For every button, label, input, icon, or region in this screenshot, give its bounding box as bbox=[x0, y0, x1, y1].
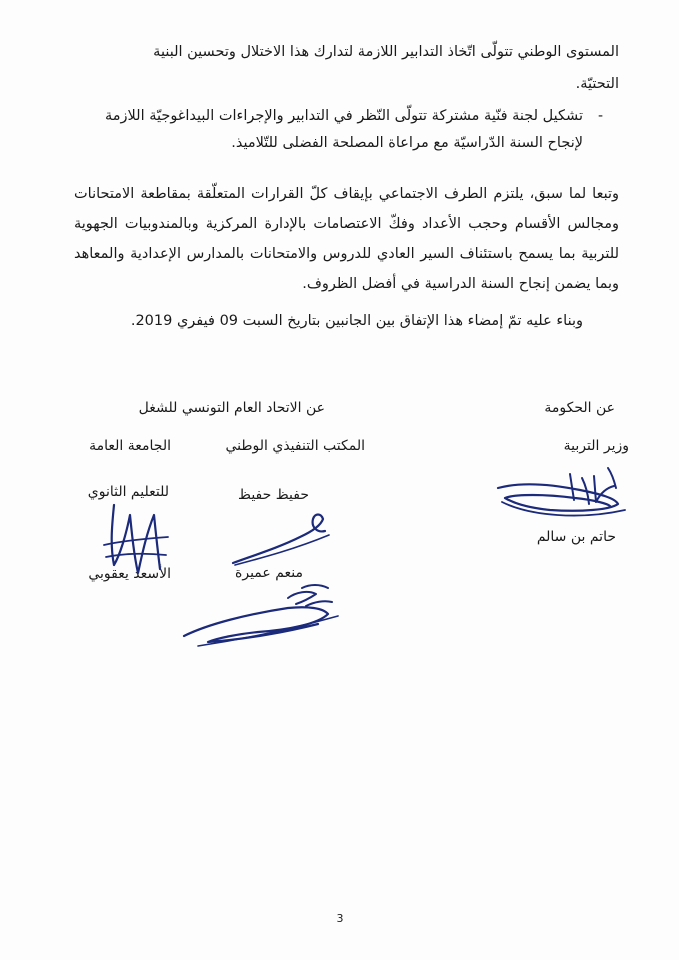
federation-name: الأسعد يعقوبي bbox=[88, 566, 171, 582]
body-line-1: المستوى الوطني تتولّى اتّخاذ التدابير اللازمة لتدارك هذا الاختلال وتحسين البنية bbox=[153, 44, 619, 60]
federation-signature bbox=[96, 495, 176, 585]
federation-title-line-2: للتعليم الثانوي bbox=[87, 484, 169, 500]
body-paragraph: وتبعا لما سبق، يلتزم الطرف الاجتماعي بإيقاف كلّ القرارات المتعلّقة بمقاطعة الامتحانات ومجالس الأقسام وحجب الأعداد وفكّ الاعتصامات بالإدارة المركزية وبالمندوبيات الجهوية للتربية بما يسمح باستئناف السير العادي للدروس والامتحانات بالمدارس الإعدادية والمعاهد وبما يضمن إنجاح السنة الدراسية في أفضل الظروف. bbox=[74, 186, 619, 292]
government-header: عن الحكومة bbox=[544, 400, 615, 416]
body-line-2: التحتيّة. bbox=[575, 76, 619, 92]
bureau-signature-1 bbox=[225, 505, 345, 575]
bullet-line-2: لإنجاح السنة الدّراسيّة مع مراعاة المصلحة الفضلى للتّلاميذ. bbox=[231, 135, 583, 151]
bullet-line-1: تشكيل لجنة فنّية مشتركة تتولّى النّظر في التدابير والإجراءات البيداغوجيّة اللازمة bbox=[104, 108, 583, 124]
bullet-dash: - bbox=[598, 108, 604, 124]
union-header: عن الاتحاد العام التونسي للشغل bbox=[138, 400, 325, 416]
bureau-name-2: منعم عميرة bbox=[235, 565, 303, 581]
minister-signature bbox=[490, 460, 640, 535]
bureau-title: المكتب التنفيذي الوطني bbox=[225, 438, 365, 454]
bureau-signature-2 bbox=[178, 580, 348, 655]
bureau-name-1: حفيظ حفيظ bbox=[238, 487, 309, 503]
closing-statement: وبناء عليه تمّ إمضاء هذا الإتفاق بين الجانبين بتاريخ السبت 09 فيفري 2019. bbox=[130, 313, 583, 329]
minister-name: حاتم بن سالم bbox=[536, 529, 616, 545]
page-number: 3 bbox=[336, 912, 344, 925]
federation-title: الجامعة العامة bbox=[89, 438, 171, 454]
minister-title: وزير التربية bbox=[563, 438, 629, 454]
